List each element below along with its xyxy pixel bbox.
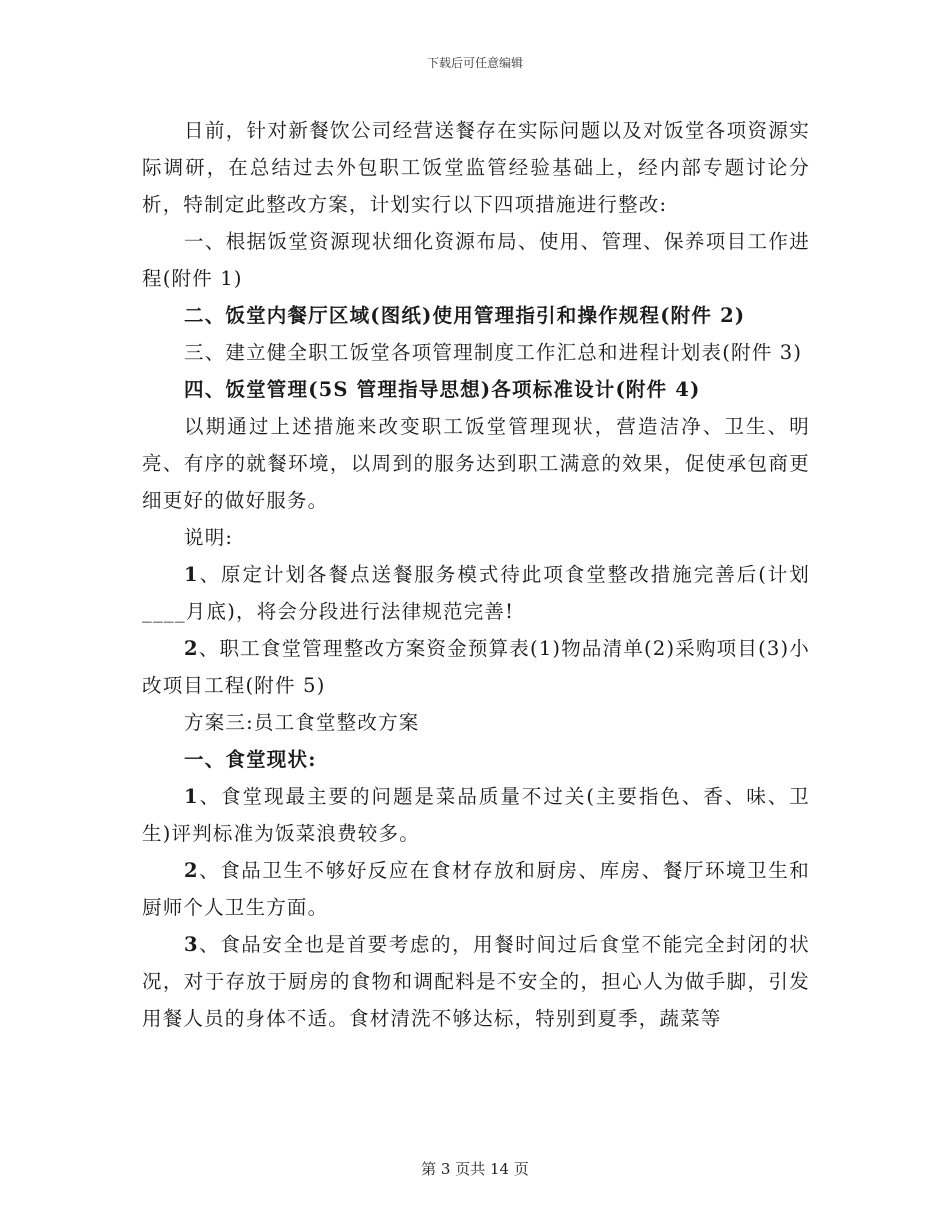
page-header: 下载后可任意编辑 <box>426 56 523 70</box>
note-item-2-text: 、职工食堂管理整改方案资金预算表(1)物品清单(2)采购项目(3)小改项目工程(附件 5) <box>142 637 810 697</box>
goal-paragraph: 以期通过上述措施来改变职工饭堂管理现状，营造洁净、卫生、明亮、有序的就餐环境，以周到的服务达到职工满意的效果，促使承包商更细更好的做好服务。 <box>142 415 810 512</box>
status-item-3 <box>142 926 810 1037</box>
status-item-1 <box>142 778 810 852</box>
note-item-2-number: 2 <box>184 637 199 660</box>
note-heading: 说明: <box>184 526 234 549</box>
note-item-1 <box>142 556 810 630</box>
section-heading-status: 一、食堂现状: <box>184 748 317 771</box>
measure-1: 一、根据饭堂资源现状细化资源布局、使用、管理、保养项目工作进程(附件 1) <box>142 230 810 290</box>
status-item-3-number: 3 <box>184 933 199 956</box>
intro-paragraph: 日前，针对新餐饮公司经营送餐存在实际问题以及对饭堂各项资源实际调研，在总结过去外包职工饭堂监管经验基础上，经内部专题讨论分析，特制定此整改方案，计划实行以下四项措施进行整改: <box>142 119 810 216</box>
note-item-1-text: 、原定计划各餐点送餐服务模式待此项食堂整改措施完善后(计划____月底)，将会分段进行法律规范完善! <box>142 563 810 623</box>
status-item-2-text: 、食品卫生不够好反应在食材存放和厨房、库房、餐厅环境卫生和厨师个人卫生方面。 <box>142 859 810 919</box>
document-body <box>142 112 810 1037</box>
status-item-1-text: 、食堂现最主要的问题是菜品质量不过关(主要指色、香、味、卫生)评判标准为饭菜浪费较多。 <box>142 785 810 845</box>
status-item-1-number: 1 <box>184 785 199 808</box>
measure-2: 二、饭堂内餐厅区域(图纸)使用管理指引和操作规程(附件 2) <box>184 304 746 327</box>
measure-3: 三、建立健全职工饭堂各项管理制度工作汇总和进程计划表(附件 3) <box>184 341 803 364</box>
status-item-2 <box>142 852 810 926</box>
measure-4: 四、饭堂管理(5S 管理指导思想)各项标准设计(附件 4) <box>184 378 701 401</box>
note-item-2 <box>142 630 810 704</box>
status-item-3-text: 、食品安全也是首要考虑的，用餐时间过后食堂不能完全封闭的状况，对于存放于厨房的食物和调配料是不安全的，担心人为做手脚，引发用餐人员的身体不适。食材清洗不够达标，特别到夏季，蔬菜等 <box>142 933 810 1030</box>
note-item-1-number: 1 <box>184 563 199 586</box>
status-item-2-number: 2 <box>184 859 199 882</box>
page-footer: 第 3 页共 14 页 <box>421 1160 529 1178</box>
plan-three-title: 方案三:员工食堂整改方案 <box>184 711 420 734</box>
